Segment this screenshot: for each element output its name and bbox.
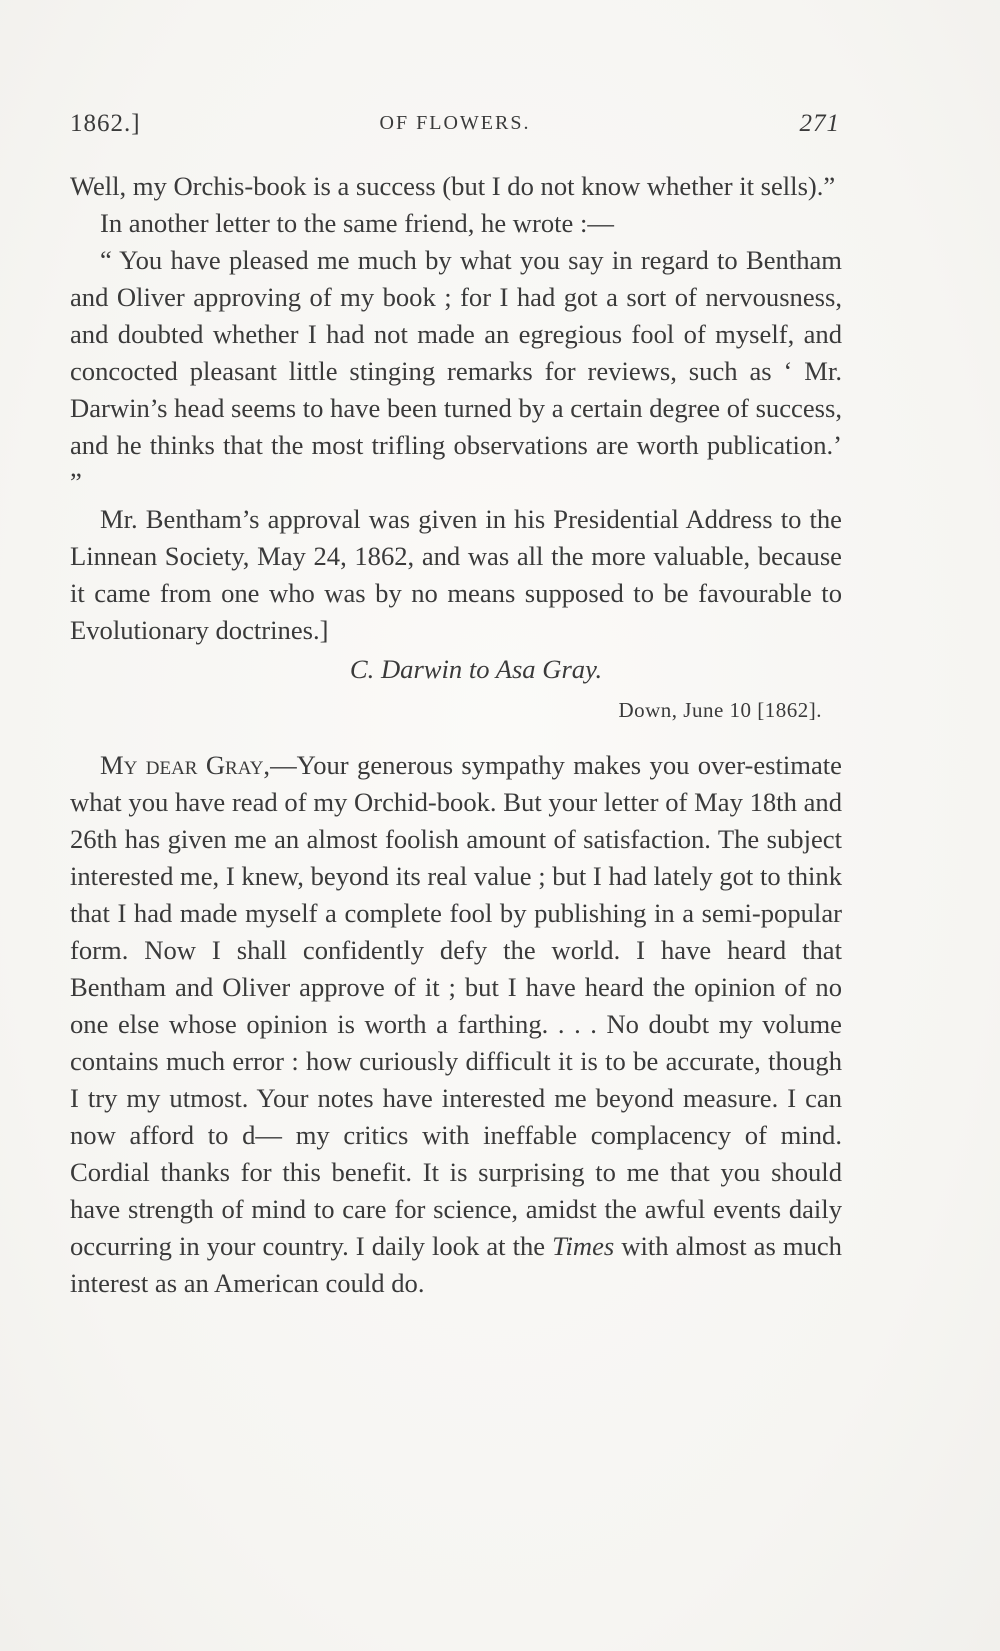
paragraph-2: In another letter to the same friend, he wrote :— bbox=[100, 208, 614, 238]
page-text bbox=[70, 168, 842, 1302]
page-number: 271 bbox=[799, 110, 840, 137]
running-head-title: OF FLOWERS. bbox=[379, 112, 531, 134]
letter-dateline: Down, June 10 [1862]. bbox=[618, 698, 822, 722]
running-head-year: 1862.] bbox=[70, 110, 141, 137]
letter-text-end: with almost as much interest as an American could do. bbox=[70, 1231, 842, 1298]
letter-body bbox=[70, 747, 842, 1302]
letter-heading: C. Darwin to Asa Gray. bbox=[349, 654, 603, 684]
paragraph-3: “ You have pleased me much by what you say in regard to Bentham and Oliver approving of my book ; for I had got a sort of nervousness, and doubted whether I had not made an egregious fool of myself, and concocted pleasant little stinging remarks for reviews, such as ‘ Mr. Darwin’s head seems to have been turned by a certain degree of success, and he thinks that the most trifling observations are worth publication.’ ” bbox=[70, 245, 842, 497]
salutation: My dear Gray, bbox=[100, 750, 271, 780]
paragraph-4: Mr. Bentham’s approval was given in his Presidential Address to the Linnean Society, May 24, 1862, and was all the more valuable, because it came from one who was by no means supposed to be favourable to Evolutionary doctrines.] bbox=[70, 504, 842, 645]
paragraph-1: Well, my Orchis-book is a success (but I do not know whether it sells).” bbox=[70, 171, 836, 201]
running-head bbox=[70, 110, 840, 142]
letter-text: —Your generous sympathy makes you over-estimate what you have read of my Orchid-book. But your letter of May 18th and 26th has given me an almost foolish amount of satisfaction. The subject interested me, I knew, beyond its real value ; but I had lately got to think that I had made myself a complete fool by publishing in a semi-popular form. Now I shall confidently defy the world. I have heard that Bentham and Oliver approve of it ; but I have heard the opinion of no one else whose opinion is worth a farthing. . . . No doubt my volume contains much error : how curiously difficult it is to be accurate, though I try my utmost. Your notes have interested me beyond measure. I can now afford to d— my critics with ineffable complacency of mind. Cordial thanks for this benefit. It is surprising to me that you should have strength of mind to care for science, amidst the awful events daily occurring in your country. I daily look at the bbox=[70, 750, 842, 1261]
times-italic: Times bbox=[552, 1231, 615, 1261]
